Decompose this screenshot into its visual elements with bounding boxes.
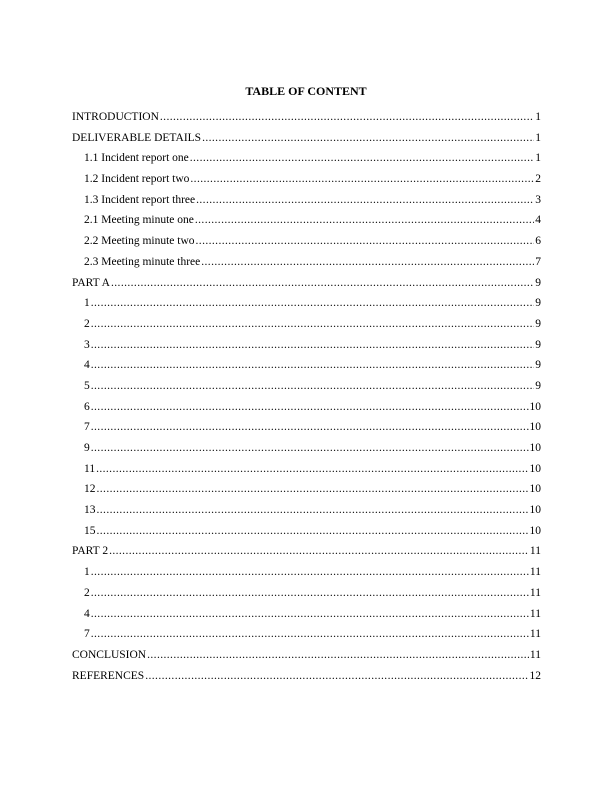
toc-dot-leader [91,295,535,311]
toc-dot-leader [97,502,529,518]
toc-entry-page-number: 12 [529,669,541,682]
toc-entry[interactable] [72,171,541,192]
toc-list [72,109,541,688]
toc-entry[interactable] [72,109,541,130]
toc-entry[interactable] [72,316,541,337]
toc-entry-page-number: 10 [529,504,541,517]
toc-entry[interactable] [72,543,541,564]
toc-dot-leader [160,109,534,125]
toc-entry-label: 15 [84,524,96,537]
toc-entry[interactable] [72,523,541,544]
toc-dot-leader [91,357,535,373]
toc-entry-label: 4 [84,607,90,620]
toc-entry-label: DELIVERABLE DETAILS [72,131,202,144]
toc-entry[interactable] [72,399,541,420]
toc-entry[interactable] [72,585,541,606]
toc-entry-page-number: 9 [535,317,541,330]
toc-entry-page-number: 7 [535,255,541,268]
toc-entry-label: 11 [84,462,96,475]
toc-entry-page-number: 11 [529,607,541,620]
toc-entry-label: INTRODUCTION [72,111,159,123]
toc-dot-leader [96,461,528,477]
toc-entry-label: CONCLUSION [72,648,147,661]
toc-entry-label: 12 [84,483,96,496]
toc-entry[interactable] [72,254,541,275]
toc-dot-leader [97,523,529,539]
toc-entry-page-number: 10 [529,462,541,475]
toc-entry-page-number: 11 [529,628,541,641]
toc-entry[interactable] [72,295,541,316]
toc-entry-page-number: 11 [529,648,541,661]
toc-entry-page-number: 10 [529,483,541,496]
toc-dot-leader [109,543,529,559]
toc-entry[interactable] [72,668,541,689]
toc-entry-page-number: 4 [535,214,541,227]
toc-entry-label: 1.3 Incident report three [84,193,196,206]
toc-entry-page-number: 11 [529,586,541,599]
toc-dot-leader [190,171,534,187]
toc-entry[interactable] [72,606,541,627]
toc-entry[interactable] [72,440,541,461]
toc-dot-leader [202,130,534,146]
toc-entry-page-number: 10 [529,421,541,434]
toc-entry-page-number: 11 [529,566,541,579]
toc-entry-label: 1 [84,566,90,579]
toc-entry[interactable] [72,461,541,482]
toc-entry-label: 7 [84,421,90,434]
toc-entry-page-number: 9 [535,276,541,289]
toc-entry-page-number: 9 [535,379,541,392]
toc-entry[interactable] [72,419,541,440]
toc-dot-leader [201,254,534,270]
toc-dot-leader [91,419,529,435]
toc-entry[interactable] [72,212,541,233]
toc-entry-label: 3 [84,338,90,351]
toc-entry[interactable] [72,233,541,254]
toc-dot-leader [195,212,534,228]
toc-dot-leader [91,399,529,415]
toc-entry-label: 2.3 Meeting minute three [84,255,201,268]
toc-entry-page-number: 10 [529,442,541,454]
toc-dot-leader [91,626,529,642]
toc-dot-leader [91,440,529,456]
toc-entry-page-number: 9 [535,297,541,310]
toc-dot-leader [190,150,535,166]
toc-entry-label: 6 [84,400,90,413]
toc-entry[interactable] [72,337,541,358]
toc-dot-leader [196,192,534,208]
toc-dot-leader [147,647,529,663]
toc-dot-leader [91,564,529,580]
toc-entry-label: 7 [84,628,90,641]
toc-dot-leader [196,233,535,249]
toc-entry-page-number: 6 [535,235,541,248]
toc-dot-leader [91,585,529,601]
toc-entry-page-number: 9 [535,338,541,351]
toc-entry-page-number: 9 [535,359,541,372]
toc-entry-label: 1.2 Incident report two [84,173,190,186]
toc-dot-leader [111,275,534,291]
toc-dot-leader [91,316,535,332]
toc-dot-leader [145,668,528,684]
toc-entry-page-number: 3 [535,193,541,206]
toc-entry-label: 2.2 Meeting minute two [84,235,195,248]
toc-entry-label: 1 [84,297,90,310]
toc-entry[interactable] [72,192,541,213]
toc-entry-page-number: 10 [529,400,541,413]
toc-entry-page-number: 2 [535,173,541,186]
toc-entry-page-number: 1 [535,152,541,165]
toc-dot-leader [91,337,535,353]
toc-entry[interactable] [72,378,541,399]
toc-entry[interactable] [72,626,541,647]
toc-entry-label: 5 [84,379,90,392]
toc-entry-label: 1.1 Incident report one [84,152,189,165]
toc-entry-label: 2 [84,586,90,599]
toc-entry-page-number: 11 [529,545,541,558]
toc-entry[interactable] [72,150,541,171]
toc-dot-leader [91,606,529,622]
toc-entry[interactable] [72,481,541,502]
toc-entry-label: 2.1 Meeting minute one [84,214,194,227]
toc-entry-label: REFERENCES [72,669,145,682]
toc-entry[interactable] [72,564,541,585]
toc-entry-page-number: 1 [535,131,541,144]
toc-entry[interactable] [72,275,541,296]
toc-entry-label: PART A [72,276,110,289]
toc-entry-label: 2 [84,317,90,330]
page-title: TABLE OF CONTENT [245,84,367,98]
toc-entry[interactable] [72,357,541,378]
toc-entry-page-number: 1 [535,111,541,123]
toc-entry-label: 9 [84,442,90,454]
toc-entry[interactable] [72,502,541,523]
toc-entry[interactable] [72,647,541,668]
toc-entry[interactable] [72,130,541,151]
toc-dot-leader [91,378,535,394]
toc-entry-label: 4 [84,359,90,372]
toc-entry-label: PART 2 [72,545,109,558]
toc-entry-label: 13 [84,504,96,517]
toc-dot-leader [97,481,529,497]
toc-entry-page-number: 10 [529,524,541,537]
